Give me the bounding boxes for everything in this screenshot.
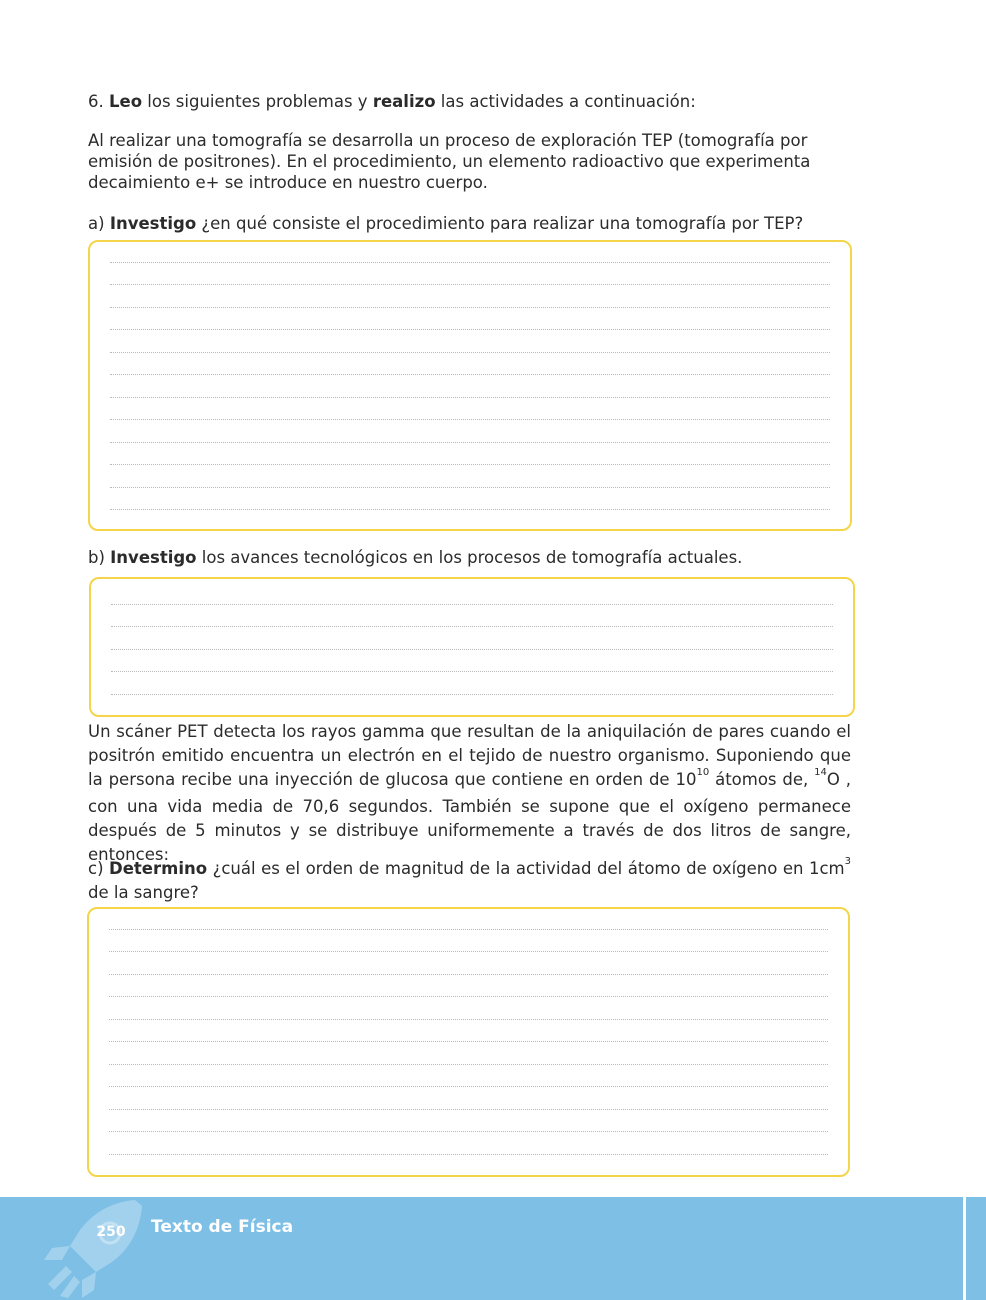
question-number: 6. (88, 92, 104, 111)
question-b-letter: b) (88, 548, 105, 567)
writing-line (110, 464, 830, 465)
question-c-verb: Determino (109, 859, 208, 878)
intro-paragraph: Al realizar una tomografía se desarrolla un proceso de exploración TEP (tomografía por emisión de positrones). En el procedimiento, un elemento radioactivo que experimenta decaimiento e+ se introduce en nuestro cuerpo. (88, 131, 811, 192)
question-c-letter: c) (88, 859, 104, 878)
question-b-text: los avances tecnológicos en los procesos de tomografía actuales. (196, 548, 743, 567)
writing-line (109, 1086, 828, 1087)
writing-line (109, 996, 828, 997)
writing-line (109, 1131, 828, 1132)
writing-line (110, 419, 830, 420)
pet-paragraph (88, 720, 851, 867)
writing-line (109, 1019, 828, 1020)
writing-line (110, 509, 830, 510)
question-b (88, 547, 851, 568)
question-b-verb: Investigo (110, 548, 197, 567)
writing-line (109, 1154, 828, 1155)
exponent-10: 10 (696, 767, 710, 778)
question-a-verb: Investigo (109, 214, 197, 233)
question-c-text-1: ¿cuál es el orden de magnitud de la actividad del átomo de oxígeno en 1cm (207, 859, 845, 878)
question-a (88, 213, 851, 234)
writing-line (111, 604, 833, 605)
rocket-icon (40, 1196, 150, 1300)
instruction-end: las actividades a continuación: (435, 92, 696, 111)
question-c-exponent: 3 (844, 856, 851, 867)
writing-line (109, 929, 828, 930)
question-c-text-2: de la sangre? (88, 883, 199, 902)
instruction-middle: los siguientes problemas y (142, 92, 373, 111)
writing-line (109, 974, 828, 975)
question-a-text: ¿en qué consiste el procedimiento para realizar una tomografía por TEP? (196, 214, 804, 233)
writing-line (110, 307, 830, 308)
writing-line (111, 694, 833, 695)
answer-box-b[interactable] (89, 577, 855, 717)
writing-line (110, 352, 830, 353)
isotope-mass-number: 14 (814, 767, 827, 778)
page-number: 250 (96, 1224, 126, 1240)
writing-line (110, 374, 830, 375)
writing-line (109, 1064, 828, 1065)
book-title: Texto de Física (151, 1217, 294, 1237)
verb-realizo: realizo (372, 92, 436, 111)
writing-line (109, 951, 828, 952)
paragraph-part-3: O , con una vida media de 70,6 segundos. También se supone que el oxígeno permanece después de 5 minutos y se distribuye uniformemente a través de dos litros de sangre, entonces: (88, 770, 852, 864)
question-c (88, 858, 851, 903)
writing-line (110, 487, 830, 488)
writing-line (111, 626, 833, 627)
writing-line (111, 649, 833, 650)
writing-line (109, 1041, 828, 1042)
writing-line (110, 262, 830, 263)
writing-line (110, 397, 830, 398)
question-a-letter: a) (88, 214, 105, 233)
question-6-instruction (88, 91, 851, 112)
writing-line (109, 1109, 828, 1110)
answer-box-a[interactable] (88, 240, 852, 531)
verb-leo: Leo (109, 92, 143, 111)
answer-box-c[interactable] (87, 907, 850, 1177)
paragraph-part-2: átomos de, (709, 770, 815, 789)
writing-line (111, 671, 833, 672)
paragraph-part-1: Un scáner PET detecta los rayos gamma que resultan de la aniquilación de pares cuando el positrón emitido encuentra un electrón en el tejido de nuestro organismo. Suponiendo que la persona recibe una inyección de glucosa que contiene en orden de 10 (88, 722, 851, 789)
writing-line (110, 442, 830, 443)
footer-edge-strip (966, 1197, 986, 1300)
writing-line (110, 284, 830, 285)
writing-line (110, 329, 830, 330)
